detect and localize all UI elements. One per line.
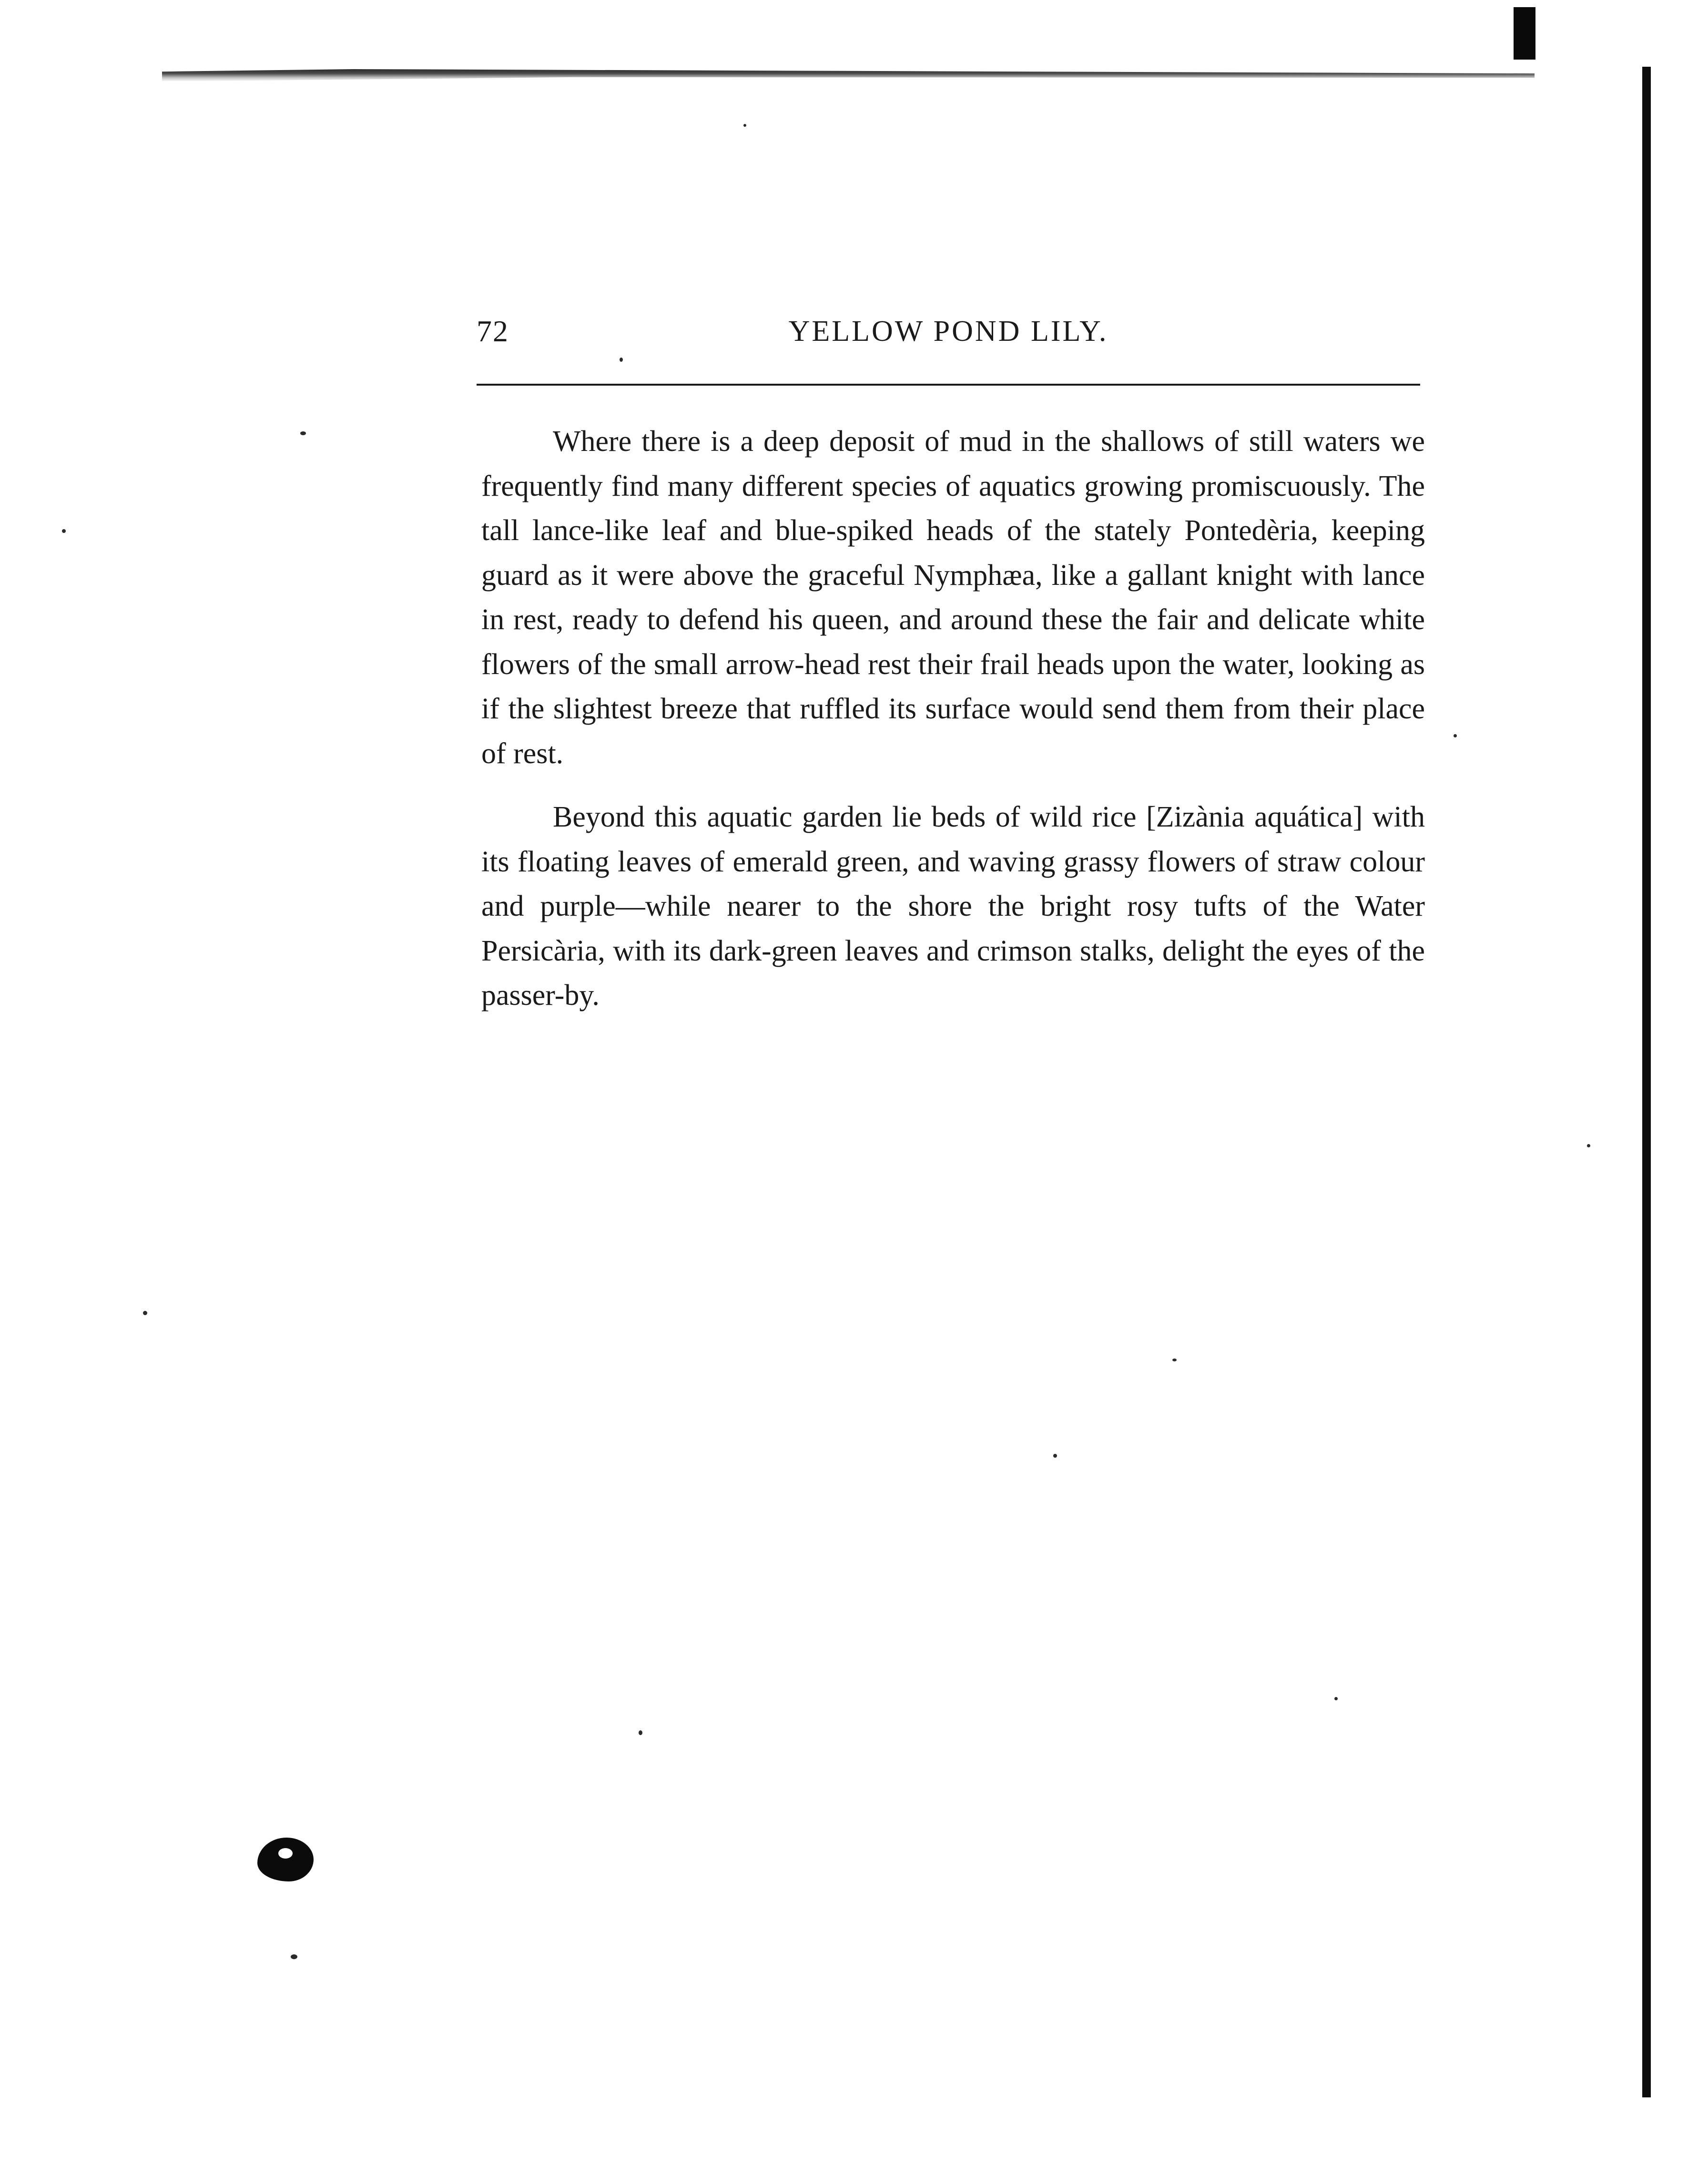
paragraph: Where there is a deep deposit of mud in the shallows of still waters we frequently find many different species of aquatics growing promiscuously. The tall lance-like leaf and blue-spiked heads of the stately Pontedèria, keeping guard as it were above the graceful Nymphæa, like a gallant knight with lance in rest, ready to defend his queen, and around these the fair and delicate white flowers of the small arrow-head rest their frail heads upon the water, looking as if the slightest breeze that ruffled its surface would send them from their place of rest.: [481, 425, 1425, 770]
scan-speck: [143, 1311, 147, 1315]
scan-speck: [1587, 1144, 1590, 1147]
running-title: YELLOW POND LILY.: [788, 315, 1108, 348]
scan-speck: [291, 1954, 297, 1959]
torn-top-edge: [162, 69, 1535, 82]
scan-speck: [620, 358, 623, 362]
binding-tab-mark: [1514, 7, 1535, 60]
body-text: [481, 419, 1425, 1018]
scan-speck: [639, 1730, 642, 1735]
scan-speck: [300, 431, 306, 435]
page-spine-edge: [1642, 67, 1651, 2097]
scan-speck: [1454, 734, 1457, 737]
ink-blot: [257, 1838, 314, 1881]
scan-speck: [62, 529, 66, 533]
scan-speck: [743, 124, 746, 127]
scan-speck: [1172, 1359, 1177, 1361]
scan-speck: [1334, 1697, 1338, 1700]
page-number: 72: [477, 314, 509, 348]
page-header: [477, 312, 1420, 350]
paragraph: Beyond this aquatic garden lie beds of wild rice [Zizània aquática] with its floating leaves of emerald green, and waving grassy flowers of straw colour and purple—while nearer to the shore the bright rosy tufts of the Water Persicària, with its dark-green leaves and crimson stalks, delight the eyes of the passer-by.: [481, 801, 1425, 1012]
scan-speck: [1053, 1454, 1057, 1458]
header-rule: [477, 384, 1420, 386]
